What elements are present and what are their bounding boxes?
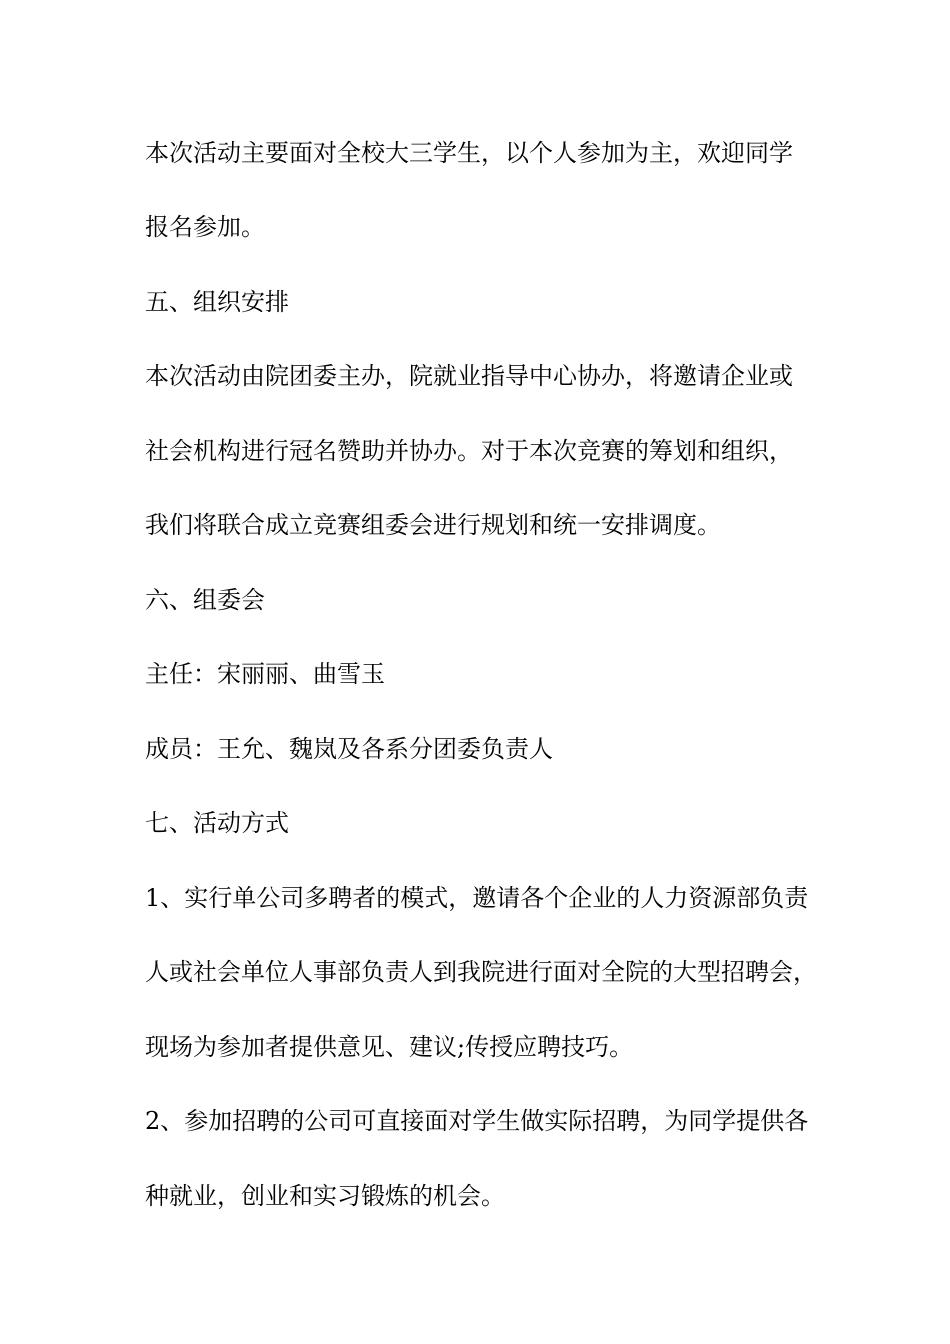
paragraph-line: 报名参加。 bbox=[145, 213, 265, 241]
paragraph-line: 我们将联合成立竞赛组委会进行规划和统一安排调度。 bbox=[145, 511, 721, 539]
paragraph-line: 本次活动由院团委主办，院就业指导中心协办，将邀请企业或 bbox=[145, 362, 793, 390]
section-heading: 六、组委会 bbox=[145, 586, 265, 614]
paragraph-line: 本次活动主要面对全校大三学生，以个人参加为主，欢迎同学 bbox=[145, 139, 793, 167]
paragraph-line: 种就业，创业和实习锻炼的机会。 bbox=[145, 1182, 505, 1210]
paragraph-line: 主任：宋丽丽、曲雪玉 bbox=[145, 660, 385, 688]
section-heading: 七、活动方式 bbox=[145, 809, 289, 837]
paragraph-line: 社会机构进行冠名赞助并协办。对于本次竞赛的筹划和组织， bbox=[145, 437, 793, 465]
section-heading: 五、组织安排 bbox=[145, 288, 289, 316]
paragraph-line: 人或社会单位人事部负责人到我院进行面对全院的大型招聘会， bbox=[145, 958, 817, 986]
paragraph-line: 2、参加招聘的公司可直接面对学生做实际招聘，为同学提供各 bbox=[145, 1107, 809, 1135]
paragraph-line: 1、实行单公司多聘者的模式，邀请各个企业的人力资源部负责 bbox=[145, 884, 809, 912]
paragraph-line: 现场为参加者提供意见、建议;传授应聘技巧。 bbox=[145, 1033, 634, 1061]
paragraph-line: 成员：王允、魏岚及各系分团委负责人 bbox=[145, 735, 553, 763]
